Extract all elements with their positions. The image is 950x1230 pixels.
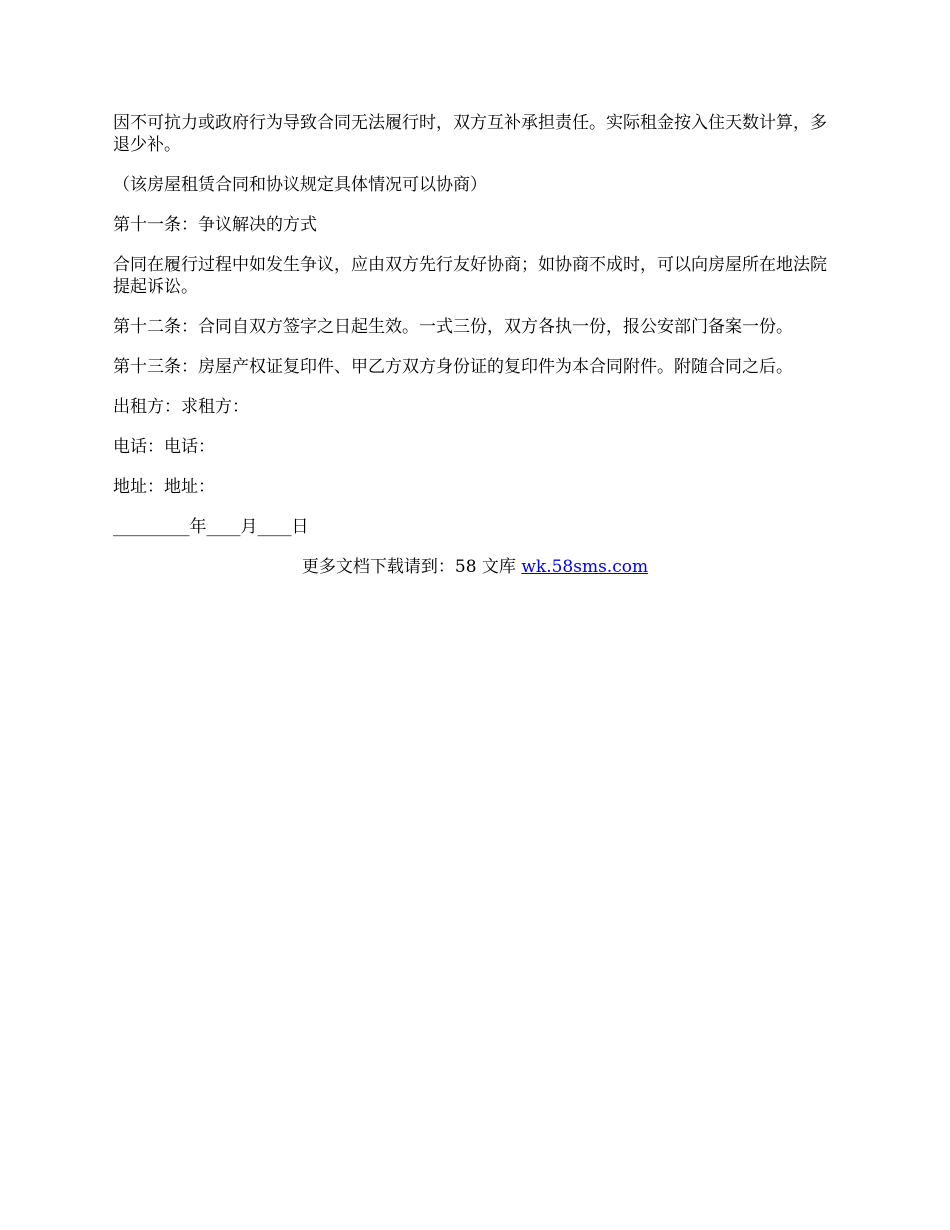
signature-date: _________年____月____日: [113, 517, 309, 537]
paragraph-force-majeure: 因不可抗力或政府行为导致合同无法履行时，双方互补承担责任。实际租金按入住天数计算，多退少补。: [113, 113, 827, 155]
paragraph-dispute-resolution: 合同在履行过程中如发生争议，应由双方先行友好协商；如协商不成时，可以向房屋所在地法院提起诉讼。: [113, 255, 827, 297]
signature-address: 地址：地址：: [113, 477, 215, 497]
footer-download-note: [0, 556, 950, 578]
document-body: [113, 112, 843, 556]
article-11-heading: 第十一条：争议解决的方式: [113, 215, 317, 235]
signature-parties: 出租方：求租方：: [113, 397, 249, 417]
signature-phone: 电话：电话：: [113, 437, 215, 457]
footer-prefix: 更多文档下载请到：58 文库: [301, 557, 522, 577]
footer-link[interactable]: wk.58sms.com: [521, 557, 649, 577]
article-12: 第十二条：合同自双方签字之日起生效。一式三份，双方各执一份，报公安部门备案一份。: [113, 317, 793, 337]
article-13: 第十三条：房屋产权证复印件、甲乙方双方身份证的复印件为本合同附件。附随合同之后。: [113, 357, 793, 377]
paragraph-negotiable-note: （该房屋租赁合同和协议规定具体情况可以协商）: [113, 175, 487, 195]
